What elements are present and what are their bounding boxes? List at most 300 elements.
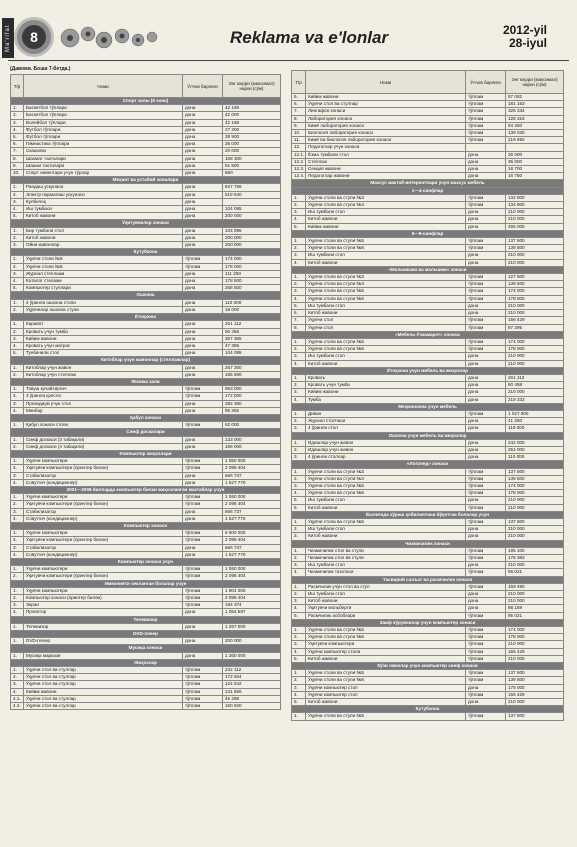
table-row <box>292 504 564 511</box>
row-number: 2. <box>292 526 306 533</box>
max-price: 666 737 <box>223 508 281 515</box>
table-row <box>11 184 281 191</box>
item-name: DVD-плеер <box>24 638 183 645</box>
page-number-badge <box>17 20 51 54</box>
row-number: 2. <box>11 328 24 335</box>
max-price: 195 100 <box>506 547 564 554</box>
unit: дона <box>183 278 223 285</box>
section-header-row <box>11 220 281 227</box>
item-name: Футбол тўплари <box>24 126 183 133</box>
max-price: 267 300 <box>223 364 281 371</box>
item-name: Ўқувчи компьютери <box>24 587 183 594</box>
max-price: 110 000 <box>506 454 564 461</box>
unit: дона <box>466 699 506 706</box>
unit: дона <box>183 443 223 450</box>
table-row <box>11 515 281 522</box>
table-row <box>292 144 564 151</box>
row-number: 1. <box>11 667 24 674</box>
item-name: Баскетбол тўплари <box>24 112 183 119</box>
unit: тўплам <box>466 547 506 554</box>
section-title: 1—4-синфлар <box>292 187 564 194</box>
unit: дона <box>183 227 223 234</box>
row-number: 7. <box>11 148 24 155</box>
table-row <box>11 119 281 126</box>
max-price: 137 500 <box>506 238 564 245</box>
max-price: 137 500 <box>506 518 564 525</box>
max-price: 2 098 404 <box>223 501 281 508</box>
max-price: 127 500 <box>506 274 564 281</box>
max-price: 174 000 <box>506 627 564 634</box>
max-price: 111 250 <box>223 270 281 277</box>
max-price: 219 692 <box>506 137 564 144</box>
unit: дона <box>183 479 223 486</box>
item-name: Кийим жавони <box>24 688 183 695</box>
max-price: 178 000 <box>506 684 564 691</box>
row-number: 1. <box>11 321 24 328</box>
table-row <box>292 410 564 417</box>
table-row <box>292 166 564 173</box>
unit: тўплам <box>183 530 223 537</box>
max-price: 174 000 <box>506 338 564 345</box>
table-row <box>11 652 281 659</box>
max-price: 178 500 <box>223 278 281 285</box>
section-header-row <box>11 522 281 529</box>
row-number: 3. <box>292 288 306 295</box>
table-row <box>292 353 564 360</box>
section-title: «Мебель-Ўзкамарет» хонаси <box>292 331 564 338</box>
max-price: 210 000 <box>506 259 564 266</box>
table-row <box>11 386 281 393</box>
max-price: 137 500 <box>506 670 564 677</box>
item-name: Лингафон хонаси <box>306 108 466 115</box>
table-row <box>292 598 564 605</box>
unit: тўплам <box>466 346 506 353</box>
unit: дона <box>183 234 223 241</box>
row-number: 4. <box>11 609 24 616</box>
table-row <box>292 302 564 309</box>
max-price: 27 300 <box>223 126 281 133</box>
table-row <box>292 634 564 641</box>
table-row <box>11 270 281 277</box>
unit: тўплам <box>466 583 506 590</box>
row-number: 1. <box>292 338 306 345</box>
unit: тўплам <box>466 202 506 209</box>
table-row <box>11 530 281 537</box>
item-name: Педагоглар жавони <box>306 173 466 180</box>
max-price: 87 295 <box>506 324 564 331</box>
section-title: Телевизор <box>11 616 281 623</box>
item-name: Секция жавони <box>306 166 466 173</box>
section-title: Кутубхона <box>11 249 281 256</box>
unit: тўплам <box>466 108 506 115</box>
section-title: Физика зали <box>11 378 281 385</box>
item-name: Ойна жавонлар <box>24 242 183 249</box>
row-number: 2. <box>292 555 306 562</box>
item-name: Ўқитувчи компьютери (принтер билан) <box>24 501 183 508</box>
row-number: 8. <box>292 324 306 331</box>
item-name: Проектор <box>24 609 183 616</box>
section-header-row <box>292 331 564 338</box>
max-price <box>223 198 281 205</box>
row-number: 1. <box>11 256 24 263</box>
row-number: 2. <box>11 465 24 472</box>
item-name: Китоб жавони <box>306 310 466 317</box>
row-number: 1. <box>11 227 24 234</box>
table-row <box>11 350 281 357</box>
max-price: 178 000 <box>506 346 564 353</box>
row-number: 5. <box>11 213 24 220</box>
item-name: Иш тумбаси <box>24 206 183 213</box>
item-name: Китоб жавони <box>306 216 466 223</box>
unit: дона <box>183 623 223 630</box>
unit: дона <box>466 173 506 180</box>
item-name: Ўқувчи столи ва стули №6 <box>306 677 466 684</box>
max-price: 210 000 <box>506 353 564 360</box>
row-number: 12.4. <box>292 173 306 180</box>
unit: дона <box>183 242 223 249</box>
item-name: Китоб жавони <box>306 504 466 511</box>
col-header-name: Номи <box>24 75 183 98</box>
table-row <box>11 681 281 688</box>
unit: тўплам <box>466 245 506 252</box>
table-row <box>292 310 564 317</box>
unit: дона <box>183 638 223 645</box>
unit: тўплам <box>466 677 506 684</box>
row-number: 1. <box>11 623 24 630</box>
unit: тўплам <box>466 518 506 525</box>
item-name: Президиум учун стол <box>24 400 183 407</box>
max-price: 87 082 <box>506 94 564 101</box>
row-number: 4. <box>11 126 24 133</box>
max-price: 210 000 <box>506 252 564 259</box>
section-header-row <box>11 292 281 299</box>
table-row <box>11 595 281 602</box>
row-number: 10. <box>11 170 24 177</box>
unit: тўплам <box>466 641 506 648</box>
unit: тўплам <box>183 688 223 695</box>
row-number: 1. <box>11 299 24 306</box>
row-number: 1. <box>292 713 306 720</box>
section-title: Махсус мактаб-интернатлари учун махсус мебель <box>292 180 564 187</box>
section-title: Ошхона учун мебель ва жиҳозлар <box>292 432 564 439</box>
table-row <box>292 295 564 302</box>
table-row <box>11 587 281 594</box>
max-price: 18 700 <box>506 166 564 173</box>
max-price: 174 000 <box>506 288 564 295</box>
section-title: Ёшлигида кўриш қобилиятини йўқотган болалар учун <box>292 511 564 518</box>
row-number: 1. <box>11 566 24 573</box>
price-table-left-body <box>11 98 281 710</box>
price-table-right-body <box>292 94 564 721</box>
section-title: Ўқитувчилар хонаси <box>11 220 281 227</box>
max-price: 131 856 <box>223 688 281 695</box>
unit: дона <box>183 213 223 220</box>
row-number: 1. <box>292 410 306 417</box>
item-name: Совутгич (кондиционер) <box>24 515 183 522</box>
unit: дона <box>183 335 223 342</box>
max-price: 210 000 <box>506 533 564 540</box>
unit: дона <box>183 112 223 119</box>
table-row <box>292 482 564 489</box>
col-header-unit: Ўлчов бирлиги <box>183 75 223 98</box>
unit: дона <box>466 684 506 691</box>
item-name: Ўқитувчи компьютери (принтер билан) <box>24 465 183 472</box>
unit: дона <box>183 206 223 213</box>
item-name: Ўқувчи столи №6 <box>24 263 183 270</box>
max-price: 39 900 <box>223 134 281 141</box>
row-number: 2. <box>292 677 306 684</box>
item-name: Иш тумбали стол <box>306 497 466 504</box>
unit: тўплам <box>183 537 223 544</box>
unit: тўплам <box>466 555 506 562</box>
max-price: 166 000 <box>223 443 281 450</box>
row-number: 1. <box>11 587 24 594</box>
row-number: 3. <box>11 544 24 551</box>
unit: дона <box>466 439 506 446</box>
max-price: 156 429 <box>506 317 564 324</box>
table-row <box>292 713 564 720</box>
col-header-no: Т/р <box>292 71 306 94</box>
col-header-no: Т/р <box>11 75 24 98</box>
table-row <box>11 602 281 609</box>
unit: дона <box>466 151 506 158</box>
unit: тўплам <box>183 393 223 400</box>
max-price: 2 098 404 <box>223 465 281 472</box>
item-name: Ўқувчи столи ва стули №3 <box>306 468 466 475</box>
max-price: 518 540 <box>223 191 281 198</box>
item-name: Ўқувчи столи ва стули №6 <box>306 346 466 353</box>
section-header-row <box>292 187 564 194</box>
unit: дона <box>183 270 223 277</box>
table-row <box>292 518 564 525</box>
unit: дона <box>466 158 506 165</box>
table-row <box>292 151 564 158</box>
max-price: 660 <box>223 170 281 177</box>
table-row <box>11 566 281 573</box>
item-name: Китоб жавони <box>24 213 183 220</box>
row-number: 2. <box>11 393 24 400</box>
unit: тўплам <box>183 695 223 702</box>
max-price: 367 365 <box>223 335 281 342</box>
item-name: Иш тумбали стол <box>306 252 466 259</box>
row-number: 2. <box>292 591 306 598</box>
section-title: Компьютер жиҳозлари <box>11 450 281 457</box>
row-number: 3. <box>292 482 306 489</box>
table-row <box>11 285 281 292</box>
unit: дона <box>183 155 223 162</box>
section-title: Кутубхона <box>292 706 564 713</box>
section-title: Мусиқа хонаси <box>11 645 281 652</box>
table-row <box>292 245 564 252</box>
max-price: 172 000 <box>223 393 281 400</box>
unit: тўплам <box>183 703 223 710</box>
row-number: 3. <box>11 400 24 407</box>
max-price: 210 000 <box>506 497 564 504</box>
table-row <box>11 573 281 580</box>
max-price: 104 095 <box>223 227 281 234</box>
table-row <box>11 494 281 501</box>
section-title: Ётоқхона <box>11 314 281 321</box>
unit: дона <box>466 446 506 453</box>
max-price: 1 054 587 <box>223 609 281 616</box>
table-row <box>11 501 281 508</box>
unit: дона <box>183 191 223 198</box>
unit: тўплам <box>466 655 506 662</box>
max-price: 6 500 000 <box>223 530 281 537</box>
item-name: Совутгич (кондиционер) <box>24 551 183 558</box>
item-name: Ўқувчи столи ва стули №5 <box>306 288 466 295</box>
table-row <box>292 238 564 245</box>
unit <box>466 144 506 151</box>
max-price: 42 168 <box>223 119 281 126</box>
item-name: Ўқувчилар ошхона стули <box>24 306 183 313</box>
section-title: Кўзи ожизлар учун компьютер синф хонаси <box>292 663 564 670</box>
item-name: Журнал столчаси <box>306 418 466 425</box>
max-price: 178 000 <box>506 634 564 641</box>
row-number: 1. <box>11 184 24 191</box>
item-name: Компьютер хонаси (принтер билан) <box>24 595 183 602</box>
table-row <box>292 418 564 425</box>
section-header-row <box>11 450 281 457</box>
max-price: 1 550 000 <box>223 494 281 501</box>
unit: тўплам <box>183 602 223 609</box>
max-price: 139 030 <box>506 130 564 137</box>
unit: тўплам <box>466 338 506 345</box>
row-number: 3. <box>11 242 24 249</box>
row-number: 6. <box>292 101 306 108</box>
unit: дона <box>466 454 506 461</box>
row-number: 2. <box>11 537 24 544</box>
section-header-row <box>11 580 281 587</box>
table-row <box>292 382 564 389</box>
unit: тўплам <box>183 501 223 508</box>
item-name: Ўқувчи столи ва стули №6 <box>306 490 466 497</box>
max-price: 219 333 <box>506 396 564 403</box>
table-row <box>11 537 281 544</box>
item-name: Стабилизатор <box>24 544 183 551</box>
max-price: 2 098 404 <box>223 573 281 580</box>
table-row <box>292 101 564 108</box>
row-number: 2. <box>11 306 24 313</box>
item-name: Электр пармалаш ускунаси <box>24 191 183 198</box>
item-name: Кровать учун матрас <box>24 342 183 349</box>
unit: тўплам <box>466 137 506 144</box>
section-header-row <box>11 414 281 421</box>
item-name: Диван <box>306 410 466 417</box>
item-name: Педагоглар учун хонаси <box>306 144 466 151</box>
table-row <box>11 170 281 177</box>
section-title: Ошхона <box>11 292 281 299</box>
item-name: Тунбачили стол <box>24 350 183 357</box>
issue-year: 2012-yil <box>502 23 547 37</box>
item-name: Чизмачилик стол ва стули <box>306 555 466 562</box>
max-price: 168 300 <box>223 155 281 162</box>
max-price: 132 800 <box>506 194 564 201</box>
row-number: 4. <box>11 206 24 213</box>
row-number: 4. <box>292 569 306 576</box>
max-price: 178 383 <box>506 555 564 562</box>
row-number: 3. <box>292 533 306 540</box>
item-name: Ўқувчи столи ва стули №3 <box>306 274 466 281</box>
row-number: 3. <box>292 454 306 461</box>
unit: дона <box>466 598 506 605</box>
unit: дона <box>466 360 506 367</box>
section-title: «Мальчишки ва мальчики» хонаси <box>292 266 564 273</box>
row-number: 6. <box>292 310 306 317</box>
unit: дона <box>183 141 223 148</box>
section-title: Заиф кўрувчилар учун компьютер хонаси <box>292 619 564 626</box>
table-row <box>11 623 281 630</box>
table-row <box>11 321 281 328</box>
row-number: 2. <box>292 346 306 353</box>
left-column <box>10 66 280 710</box>
row-number: 5. <box>11 134 24 141</box>
item-name: Кимё ва биология лаборатория хонаси <box>306 137 466 144</box>
item-name: Волейбол тўплари <box>24 119 183 126</box>
item-name: Китоб жавони <box>306 598 466 605</box>
section-side-label: Ma'rifat <box>2 18 14 58</box>
row-number: 3. <box>11 335 24 342</box>
unit: тўплам <box>183 667 223 674</box>
table-header-row <box>292 71 564 94</box>
table-row <box>292 468 564 475</box>
max-price: 268 500 <box>223 285 281 292</box>
unit: тўплам <box>466 634 506 641</box>
row-number: 1. <box>11 364 24 371</box>
row-number: 1. <box>292 670 306 677</box>
row-number: 2. <box>11 263 24 270</box>
max-price: 210 000 <box>506 389 564 396</box>
max-price: 382 360 <box>223 400 281 407</box>
unit: дона <box>183 508 223 515</box>
item-name: Ўқувчи столи ва стули №4 <box>306 475 466 482</box>
unit: тўплам <box>466 648 506 655</box>
item-name: Ўқитувчи компьютери (принтер билан) <box>24 537 183 544</box>
item-name: Расмчилик учун стол ва стул <box>306 583 466 590</box>
section-title: Чизмачилик хонаси <box>292 540 564 547</box>
table-row <box>292 691 564 698</box>
table-row <box>11 371 281 378</box>
table-row <box>11 393 281 400</box>
row-number: 2. <box>11 371 24 378</box>
max-price: 210 000 <box>506 591 564 598</box>
item-name: Синф доскаси (4 табақали) <box>24 443 183 450</box>
row-number: 8. <box>292 115 306 122</box>
row-number: 1. <box>11 494 24 501</box>
table-row <box>292 684 564 691</box>
item-name: Кровать учун тумба <box>24 328 183 335</box>
section-header-row <box>292 367 564 374</box>
max-price: 265 000 <box>506 223 564 230</box>
max-price: 1 527 770 <box>223 551 281 558</box>
unit: дона <box>183 148 223 155</box>
unit: дона <box>183 162 223 169</box>
max-price: 20 000 <box>223 148 281 155</box>
max-price: 1 550 000 <box>223 566 281 573</box>
row-number: 4. <box>292 360 306 367</box>
max-price: 261 112 <box>223 321 281 328</box>
table-row <box>292 346 564 353</box>
max-price: 95 021 <box>506 612 564 619</box>
unit: дона <box>183 551 223 558</box>
row-number: 3. <box>11 472 24 479</box>
table-row <box>11 458 281 465</box>
col-header-name: Номи <box>306 71 466 94</box>
unit: дона <box>183 472 223 479</box>
table-row <box>292 454 564 461</box>
max-price: 104 095 <box>223 206 281 213</box>
item-name: Кровать учун тумба <box>306 382 466 389</box>
